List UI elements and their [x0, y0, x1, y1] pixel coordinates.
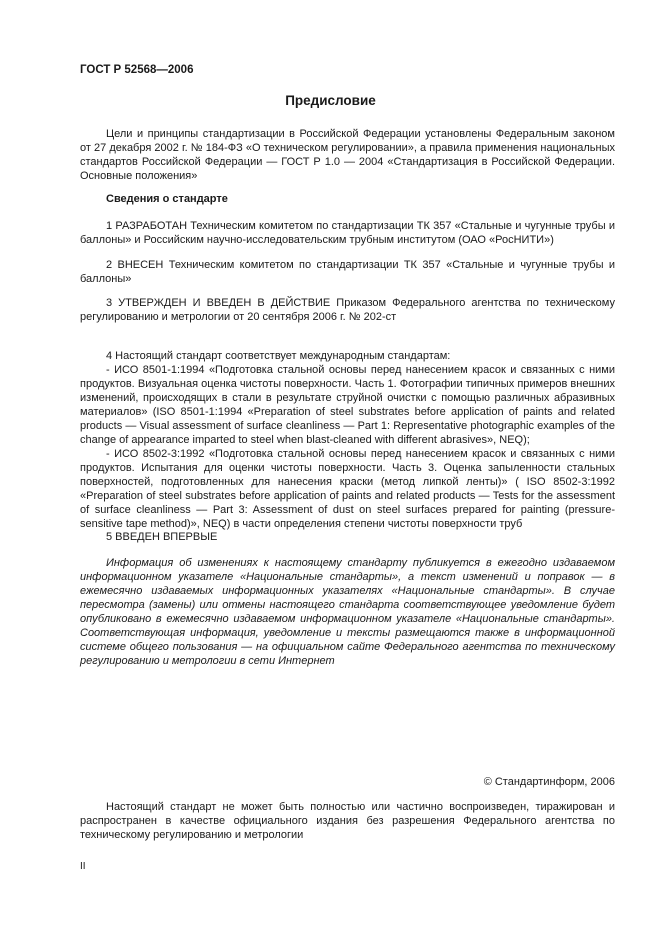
page-title: Предисловие: [285, 93, 376, 108]
item-4-iso-8501: - ИСО 8501-1:1994 «Подготовка стальной основы перед нанесением красок и связанных с ними продуктов. Визуальная оценка чистоты поверхности. Часть 1. Фотографии типичных примеров внешних изменений, происходящих в стали в результате струйной очистки с помощью различных абразивных материалов» (ISO 8501-1:1994 «Preparation of steel substrates before application of paints and related products — Visual assessment of surface cleanliness — Part 1: Representative photographic examples of the change of appearance imparted to steel when blast-cleaned with different abrasives», NEQ);: [80, 364, 615, 446]
item-3: [80, 296, 615, 324]
item-5-text: 5 ВВЕДЕН ВПЕРВЫЕ: [106, 531, 218, 543]
intro-text: Цели и принципы стандартизации в Российской Федерации установлены Федеральным законом от 27 декабря 2002 г. № 184-ФЗ «О техническом регулировании», а правила применения национальных стандартов Российской Федерации — ГОСТ Р 1.0 — 2004 «Стандартизация в Российской Федерации. Основные положения»: [80, 128, 615, 182]
item-1: [80, 219, 615, 247]
section-heading: Сведения о стандарте: [106, 193, 228, 205]
footer-note-text: Настоящий стандарт не может быть полностью или частично воспроизведен, тиражирован и распространен в качестве официального издания без разрешения Федерального агентства по техническому регулированию и метрологии: [80, 801, 615, 841]
item-1-text: 1 РАЗРАБОТАН Техническим комитетом по стандартизации ТК 357 «Стальные и чугунные трубы и баллоны» и Российским научно-исследовательским трубным институтом (ОАО «РосНИТИ»): [80, 220, 615, 246]
document-header: ГОСТ Р 52568—2006: [80, 64, 194, 76]
intro-paragraph: [80, 127, 615, 183]
item-3-text: 3 УТВЕРЖДЕН И ВВЕДЕН В ДЕЙСТВИЕ Приказом Федерального агентства по техническому регулированию и метрологии от 20 сентября 2006 г. № 202-ст: [80, 297, 615, 323]
footer-note: [80, 800, 615, 842]
info-note: [80, 556, 615, 668]
item-5: [80, 530, 615, 544]
item-4-iso-8502: - ИСО 8502-3:1992 «Подготовка стальной основы перед нанесением красок и связанных с ними продуктов. Испытания для оценки чистоты поверхности. Часть 3. Оценка запыленности стальных поверхностей, подготовленных для нанесения краски (метод липкой ленты)» ( ISO 8502-3:1992 «Preparation of steel substrates before application of paints and related products — Tests for the assessment of surface cleanliness — Part 3: Assessment of dust on steel surfaces prepared for painting (pressure-sensitive tape method)», NEQ) в части определения степени чистоты поверхности труб: [80, 448, 615, 530]
item-4-lead: 4 Настоящий стандарт соответствует международным стандартам:: [106, 350, 451, 362]
copyright: © Стандартинформ, 2006: [483, 776, 615, 788]
item-2: [80, 258, 615, 286]
item-2-text: 2 ВНЕСЕН Техническим комитетом по стандартизации ТК 357 «Стальные и чугунные трубы и баллоны»: [80, 259, 615, 285]
item-4: [80, 349, 615, 531]
info-note-text: Информация об изменениях к настоящему стандарту публикуется в ежегодно издаваемом информационном указателе «Национальные стандарты», а текст изменений и поправок — в ежемесячно издаваемых информационных указателях «Национальные стандарты». В случае пересмотра (замены) или отмены настоящего стандарта соответствующее уведомление будет опубликовано в ежемесячно издаваемом информационном указателе «Национальные стандарты». Соответствующая информация, уведомление и тексты размещаются также в информационной системе общего пользования — на официальном сайте Федерального агентства по техническому регулированию и метрологии в сети Интернет: [80, 557, 615, 667]
page-number: II: [80, 861, 86, 872]
